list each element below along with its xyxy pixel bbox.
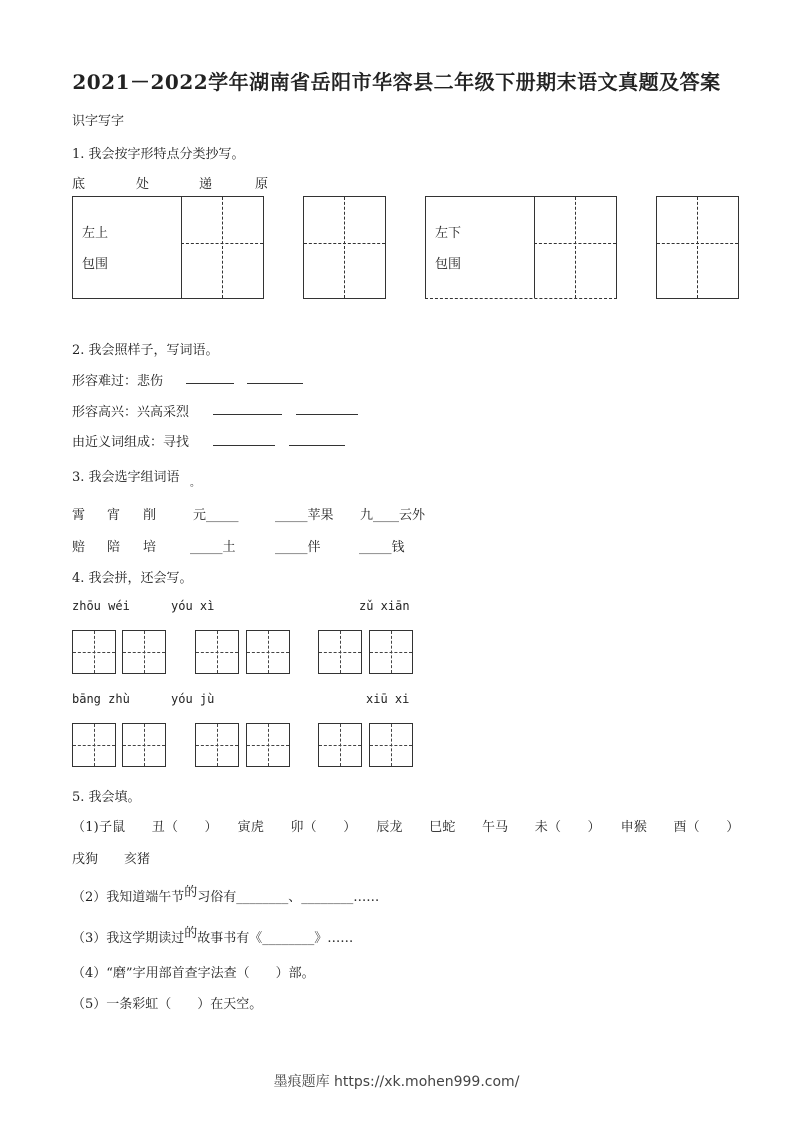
page-title: 2021－2022学年湖南省岳阳市华容县二年级下册期末语文真题及答案 — [72, 70, 721, 94]
q4-label: 4. 我会拼，还会写。 — [72, 571, 193, 586]
tian-grid-cell[interactable] — [318, 723, 362, 767]
category-box-left-bottom — [425, 196, 617, 299]
category-label: 包围 — [82, 257, 109, 272]
pinyin: yóu xì — [171, 599, 215, 613]
word-item: _____伴 — [275, 540, 321, 555]
tian-grid-cell[interactable] — [246, 723, 290, 767]
tian-grid-cell[interactable] — [246, 630, 290, 674]
q5-item-3: （3）我这学期读过的故事书有《________》…… — [72, 926, 354, 946]
q3-label: 3. 我会选字组词语 — [72, 470, 180, 485]
choice-char: 削 — [143, 508, 157, 523]
tian-grid-cell[interactable] — [369, 630, 413, 674]
choice-char: 宵 — [107, 508, 121, 523]
word-item: _____苹果 — [275, 508, 334, 523]
tian-grid-cell[interactable] — [195, 630, 239, 674]
pinyin: yóu jù — [171, 692, 215, 706]
word-item: _____土 — [190, 540, 236, 555]
tian-grid-cell[interactable] — [122, 630, 166, 674]
pinyin: xiū xi — [366, 692, 410, 706]
q1-char: 处 — [136, 177, 150, 192]
q1-char: 递 — [199, 177, 213, 192]
answer-blank[interactable] — [186, 383, 234, 384]
q1-char: 原 — [255, 177, 269, 192]
writing-box[interactable] — [656, 196, 739, 299]
writing-box[interactable] — [303, 196, 386, 299]
q5-label: 5. 我会填。 — [72, 790, 141, 805]
q5-item-4: （4）“磨”字用部首查字法查（ ）部。 — [72, 966, 315, 981]
choice-char: 培 — [143, 540, 157, 555]
word-item: 元_____ — [193, 508, 239, 523]
q1-char: 底 — [72, 177, 86, 192]
q5-item-2: （2）我知道端午节的习俗有________、________…… — [72, 885, 380, 905]
q5-item-5: （5）一条彩虹（ ）在天空。 — [72, 997, 263, 1012]
pinyin: zǔ xiān — [359, 599, 410, 613]
category-label: 左上 — [82, 226, 109, 241]
tian-grid-cell[interactable] — [369, 723, 413, 767]
tian-grid-cell[interactable] — [195, 723, 239, 767]
q2-line: 形容高兴：兴高采烈 — [72, 405, 190, 420]
section-heading: 识字写字 — [72, 114, 125, 129]
pinyin: bāng zhù — [72, 692, 130, 706]
answer-blank[interactable] — [247, 383, 303, 384]
tian-grid-cell[interactable] — [122, 723, 166, 767]
period-mark: 。 — [190, 478, 200, 489]
q1-label: 1. 我会按字形特点分类抄写。 — [72, 147, 245, 162]
answer-blank[interactable] — [289, 445, 345, 446]
answer-blank[interactable] — [213, 445, 275, 446]
category-box-left-top — [72, 196, 264, 299]
choice-char: 霄 — [72, 508, 86, 523]
word-item: 九____云外 — [360, 508, 426, 523]
tian-grid-cell[interactable] — [72, 630, 116, 674]
pinyin: zhōu wéi — [72, 599, 130, 613]
word-item: _____钱 — [359, 540, 405, 555]
zodiac-line: 戌狗 亥猪 — [72, 852, 151, 867]
tian-grid-cell[interactable] — [318, 630, 362, 674]
answer-blank[interactable] — [213, 414, 282, 415]
footer-watermark: 墨痕题库 https://xk.mohen999.com/ — [273, 1074, 520, 1090]
zodiac-line: （1)子鼠 丑（ ） 寅虎 卯（ ） 辰龙 巳蛇 午马 未（ ） 申猴 酉（ ） — [72, 820, 740, 835]
choice-char: 陪 — [107, 540, 121, 555]
tian-grid-cell[interactable] — [72, 723, 116, 767]
choice-char: 赔 — [72, 540, 86, 555]
q2-label: 2. 我会照样子，写词语。 — [72, 343, 219, 358]
q2-line: 由近义词组成：寻找 — [72, 435, 190, 450]
category-label: 包围 — [435, 257, 462, 272]
answer-blank[interactable] — [296, 414, 358, 415]
category-label: 左下 — [435, 226, 462, 241]
q2-line: 形容难过：悲伤 — [72, 374, 164, 389]
